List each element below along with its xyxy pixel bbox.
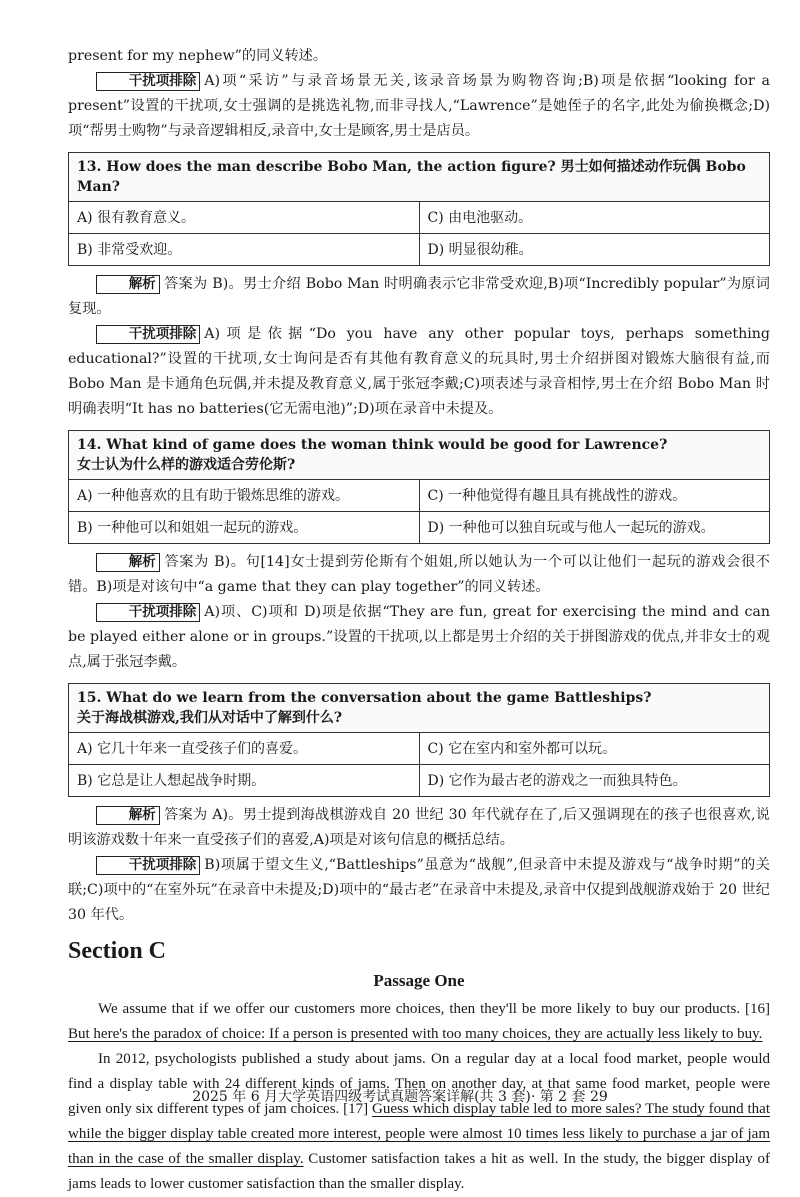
q13-distractor-text: A)项是依据“Do you have any other popular toys, perhaps something educational?”设置的干扰项,女士询问是否有其他有教育意义的玩具时,男士介绍拼图对锻炼大脑很有益,而 Bobo Man 是卡通角色玩偶,并未提及教育意义,属于张冠李戴;C)项表述与录音相悖,男士在介绍 Bobo Man 时明确表明“It has no batteries(它无需电池)”;D)项在录音中未提及。 xyxy=(68,326,770,417)
prev-distractor-text: A)项“采访”与录音场景无关,该录音场景为购物咨询;B)项是依据“looking for a present”设置的干扰项,女士强调的是挑选礼物,而非寻找人,“Lawrence”是她侄子的名字,此处为偷换概念;D)项“帮男士购物”与录音逻辑相反,录音中,女士是顾客,男士是店员。 xyxy=(68,73,770,139)
q14-question-en: 14. What kind of game does the woman think would be good for Lawrence? xyxy=(77,437,668,453)
q13-analysis-text: 答案为 B)。男士介绍 Bobo Man 时明确表示它非常受欢迎,B)项“Incredibly popular”为原词复现。 xyxy=(68,276,770,317)
distractor-label: 干扰项排除 xyxy=(96,325,200,344)
q14-question xyxy=(69,431,770,480)
prev-distractor xyxy=(68,69,770,144)
q14-option-d: D) 一种他可以独自玩或与他人一起玩的游戏。 xyxy=(419,512,770,544)
q15-option-b: B) 它总是让人想起战争时期。 xyxy=(69,765,420,797)
para2-underlined: Guess which display table led to more sales? The study found that while the bigger display table created more interest, people were almost 10 times less likely to purchase a jar of jam than in the case of the smaller display. xyxy=(68,1101,770,1167)
q14-table xyxy=(68,430,770,544)
q13-option-b: B) 非常受欢迎。 xyxy=(69,234,420,266)
q14-distractor-text: A)项、C)项和 D)项是依据“They are fun, great for exercising the mind and can be played either alone or in groups.”设置的干扰项,以上都是男士介绍的关于拼图游戏的优点,并非女士的观点,属于张冠李戴。 xyxy=(68,604,770,670)
passage-paragraph-1 xyxy=(68,997,770,1047)
page-footer: 2025 年 6 月大学英语四级考试真题答案详解(共 3 套)· 第 2 套 29 xyxy=(192,1089,608,1105)
section-title: Section C xyxy=(68,938,166,964)
q14-option-b: B) 一种他可以和姐姐一起玩的游戏。 xyxy=(69,512,420,544)
q13-option-a: A) 很有教育意义。 xyxy=(69,202,420,234)
q15-question xyxy=(69,684,770,733)
q14-option-a: A) 一种他喜欢的且有助于锻炼思维的游戏。 xyxy=(69,480,420,512)
q14-question-cn: 女士认为什么样的游戏适合劳伦斯? xyxy=(77,457,296,473)
q15-analysis xyxy=(68,803,770,853)
q13-question: 13. How does the man describe Bobo Man, the action figure? 男士如何描述动作玩偶 Bobo Man? xyxy=(69,153,770,202)
intro-line: present for my nephew”的同义转述。 xyxy=(68,48,328,64)
distractor-label: 干扰项排除 xyxy=(96,856,200,875)
q15-table xyxy=(68,683,770,797)
q15-question-en: 15. What do we learn from the conversation about the game Battleships? xyxy=(77,690,652,706)
q13-table xyxy=(68,152,770,266)
passage-paragraph-2 xyxy=(68,1047,770,1197)
q15-distractor xyxy=(68,853,770,928)
q14-distractor xyxy=(68,600,770,675)
q15-option-d: D) 它作为最古老的游戏之一而独具特色。 xyxy=(419,765,770,797)
analysis-label: 解析 xyxy=(96,275,159,294)
q15-question-cn: 关于海战棋游戏,我们从对话中了解到什么? xyxy=(77,710,343,726)
para2-tail: Customer satisfaction takes a hit as well. In the study, the bigger display of jams leads to lower customer satisfaction than the smaller display. xyxy=(68,1151,770,1192)
q15-distractor-text: B)项属于望文生义,“Battleships”虽意为“战舰”,但录音中未提及游戏与“战争时期”的关联;C)项中的“在室外玩”在录音中未提及;D)项中的“最古老”在录音中未提及,录音中仅提到战舰游戏始于 20 世纪 30 年代。 xyxy=(68,857,770,923)
q13-option-d: D) 明显很幼稚。 xyxy=(419,234,770,266)
q14-analysis xyxy=(68,550,770,600)
distractor-label: 干扰项排除 xyxy=(96,72,200,91)
analysis-label: 解析 xyxy=(96,806,159,825)
para1-text: We assume that if we offer our customers more choices, then they'll be more likely to buy our products. [16] xyxy=(98,1001,770,1017)
q15-analysis-text: 答案为 A)。男士提到海战棋游戏自 20 世纪 30 年代就存在了,后又强调现在的孩子也很喜欢,说明该游戏数十年来一直受孩子们的喜爱,A)项是对该句信息的概括总结。 xyxy=(68,807,770,848)
distractor-label: 干扰项排除 xyxy=(96,603,200,622)
q13-analysis xyxy=(68,272,770,322)
para2-text: In 2012, psychologists published a study about jams. On a regular day at a local food market, people would find a display table with 24 different kinds of jams. Then on another day, at that same food market, people were given only six different types of jam choices. [17] xyxy=(68,1051,770,1117)
q13-distractor xyxy=(68,322,770,422)
q15-option-a: A) 它几十年来一直受孩子们的喜爱。 xyxy=(69,733,420,765)
passage-title: Passage One xyxy=(373,971,465,990)
para1-underlined: But here's the paradox of choice: If a person is presented with too many choices, they are actually less likely to buy. xyxy=(68,1026,763,1042)
q15-option-c: C) 它在室内和室外都可以玩。 xyxy=(419,733,770,765)
q13-option-c: C) 由电池驱动。 xyxy=(419,202,770,234)
q14-analysis-text: 答案为 B)。句[14]女士提到劳伦斯有个姐姐,所以她认为一个可以让他们一起玩的游戏会很不错。B)项是对该句中“a game that they can play together”的同义转述。 xyxy=(68,554,770,595)
analysis-label: 解析 xyxy=(96,553,159,572)
q14-option-c: C) 一种他觉得有趣且具有挑战性的游戏。 xyxy=(419,480,770,512)
